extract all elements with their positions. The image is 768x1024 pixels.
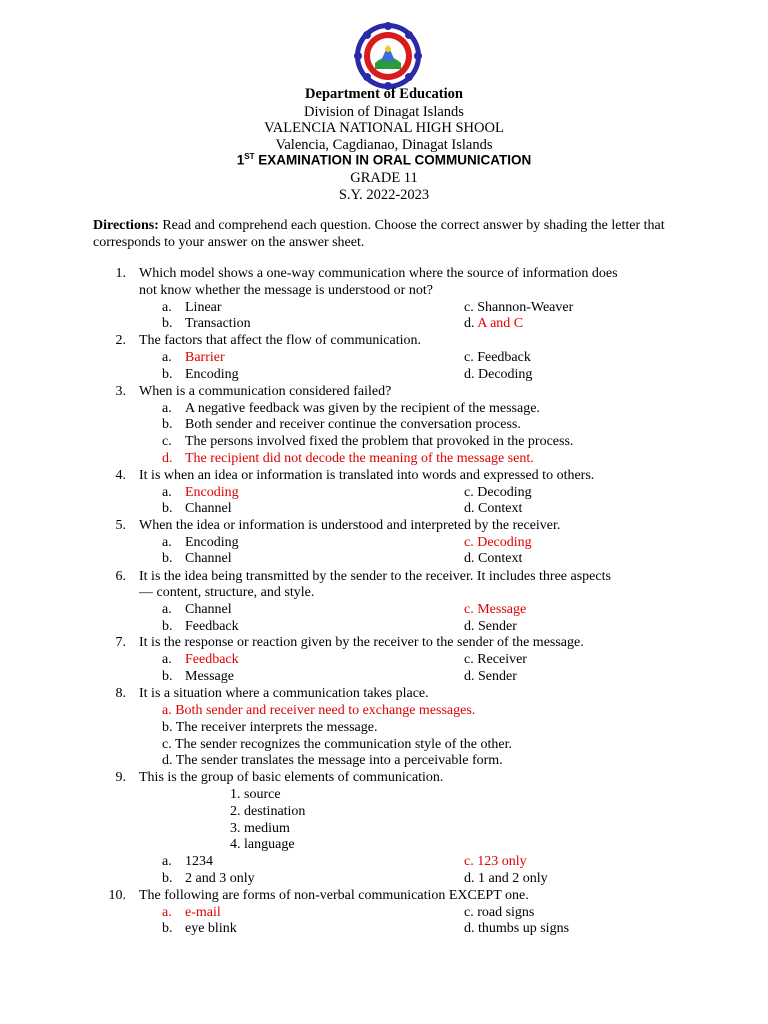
q4-option-b: b. Channel bbox=[162, 501, 232, 516]
q8-option-c: c. The sender recognizes the communication style of the other. bbox=[162, 737, 513, 752]
q6-option-b: b. Feedback bbox=[162, 619, 239, 634]
q3-option-c: c. The persons involved fixed the problem that provoked in the process. bbox=[162, 434, 574, 449]
q9-item-2: 2. destination bbox=[230, 804, 306, 819]
q5-option-b: b. Channel bbox=[162, 551, 232, 566]
q3-option-a: a. A negative feedback was given by the recipient of the message. bbox=[162, 401, 540, 416]
q7-option-b: b. Message bbox=[162, 669, 234, 684]
q9-item-3: 3. medium bbox=[230, 821, 290, 836]
q1-option-c: c. Shannon-Weaver bbox=[464, 300, 574, 315]
q3-option-d: d. The recipient did not decode the meaning of the message sent. bbox=[162, 451, 534, 466]
q3-option-b: b. Both sender and receiver continue the conversation process. bbox=[162, 417, 521, 432]
q7-option-a: a. Feedback bbox=[162, 652, 239, 667]
q6-option-d: d. Sender bbox=[464, 619, 517, 634]
q6-option-a: a. Channel bbox=[162, 602, 232, 617]
q9-option-d: d. 1 and 2 only bbox=[464, 871, 548, 886]
q5-option-a: a. Encoding bbox=[162, 535, 239, 550]
q4-option-d: d. Context bbox=[464, 501, 523, 516]
q4-option-a: a. Encoding bbox=[162, 485, 239, 500]
question-1-text-cont: not know whether the message is understood or not? bbox=[139, 283, 433, 298]
q10-option-a: a. e-mail bbox=[162, 905, 221, 920]
grade-level: GRADE 11 bbox=[350, 170, 418, 186]
q9-item-4: 4. language bbox=[230, 837, 295, 852]
q7-option-c: c. Receiver bbox=[464, 652, 527, 667]
division-name: Division of Dinagat Islands bbox=[304, 104, 464, 120]
q10-option-d: d. thumbs up signs bbox=[464, 921, 570, 936]
directions-label: Directions: bbox=[93, 218, 159, 233]
q8-option-a: a. Both sender and receiver need to exchange messages. bbox=[162, 703, 476, 718]
q5-option-c: c. Decoding bbox=[464, 535, 532, 550]
q8-option-b: b. The receiver interprets the message. bbox=[162, 720, 378, 735]
q7-option-d: d. Sender bbox=[464, 669, 517, 684]
department-title: Department of Education bbox=[305, 86, 463, 102]
q2-option-b: b. Encoding bbox=[162, 367, 239, 382]
q10-option-c: c. road signs bbox=[464, 905, 535, 920]
deped-seal-logo bbox=[353, 21, 423, 91]
q2-option-a: a. Barrier bbox=[162, 350, 225, 365]
q1-option-b: b. Transaction bbox=[162, 316, 251, 331]
q9-option-c: c. 123 only bbox=[464, 854, 527, 869]
q5-option-d: d. Context bbox=[464, 551, 523, 566]
school-name: VALENCIA NATIONAL HIGH SHOOL bbox=[264, 120, 504, 136]
q8-option-d: d. The sender translates the message into a perceivable form. bbox=[162, 753, 503, 768]
q6-option-c: c. Message bbox=[464, 602, 527, 617]
q1-answer: A and C bbox=[477, 316, 524, 331]
question-6-text-cont: — content, structure, and style. bbox=[139, 585, 315, 600]
q10-option-b: b. eye blink bbox=[162, 921, 237, 936]
directions: Directions: Read and comprehend each question. Choose the correct answer by shading the letter that corresponds to your answer on the answer sheet. bbox=[93, 218, 665, 250]
q1-option-a: a. Linear bbox=[162, 300, 222, 315]
q9-option-b: b. 2 and 3 only bbox=[162, 871, 255, 886]
school-year: S.Y. 2022-2023 bbox=[338, 187, 430, 203]
exam-title: 1ST EXAMINATION IN ORAL COMMUNICATION bbox=[236, 152, 532, 168]
school-address: Valencia, Cagdianao, Dinagat Islands bbox=[275, 137, 493, 153]
q9-item-1: 1. source bbox=[230, 787, 281, 802]
q2-option-c: c. Feedback bbox=[464, 350, 531, 365]
q4-option-c: c. Decoding bbox=[464, 485, 532, 500]
q2-option-d: d. Decoding bbox=[464, 367, 533, 382]
q1-option-d: d. A and C bbox=[464, 316, 524, 331]
q9-option-a: a. 1234 bbox=[162, 854, 213, 869]
